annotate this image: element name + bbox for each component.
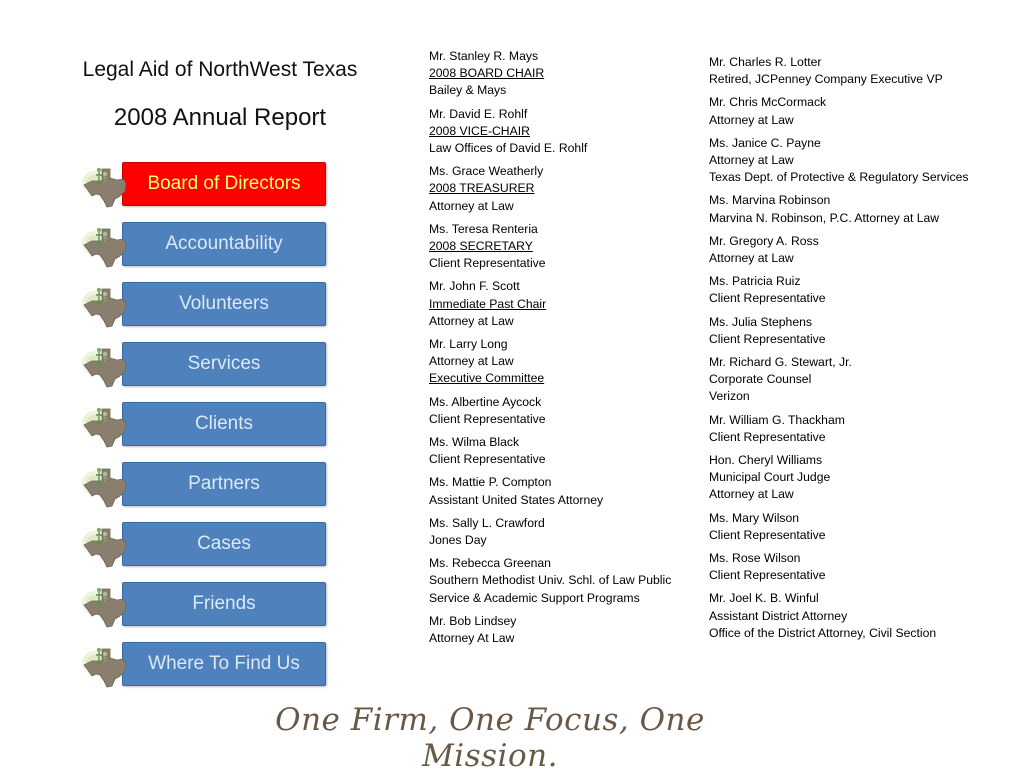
member-name: Ms. Mary Wilson [709,510,800,525]
member-detail: Service & Academic Support Programs [429,590,640,605]
member-name: Ms. Julia Stephens [709,314,812,329]
member-detail: Marvina N. Robinson, P.C. Attorney at Law [709,210,940,225]
board-member-entry [709,412,1009,446]
member-detail: Texas Dept. of Protective & Regulatory Services [709,170,969,185]
member-name: Mr. Chris McCormack [709,95,827,110]
nav-item-partners[interactable] [80,462,330,508]
board-member-entry [709,452,1009,504]
nav-button-label: Services [187,353,261,374]
member-name: Ms. Rose Wilson [709,551,801,566]
board-member-entry [429,394,699,428]
member-detail: Client Representative [709,331,826,346]
member-name: Mr. Richard G. Stewart, Jr. [709,355,852,370]
member-name: Ms. Mattie P. Compton [429,475,552,490]
member-detail: Client Representative [429,452,546,467]
nav-button[interactable] [122,222,326,266]
nav-item-board-of-directors[interactable] [80,162,330,208]
report-title: 2008 Annual Report [113,104,327,131]
board-member-entry [429,555,699,607]
texas-map-logo-icon [80,401,128,449]
nav-item-accountability[interactable] [80,222,330,268]
board-member-entry [709,54,1009,88]
member-detail: Verizon [709,389,750,404]
board-member-entry [709,510,1009,544]
texas-map-logo-icon [80,641,128,689]
texas-map-logo-icon [80,221,128,269]
member-name: Ms. Sally L. Crawford [429,515,545,530]
member-detail: Corporate Counsel [709,372,812,387]
nav-button-label: Partners [188,473,260,494]
board-member-entry [429,106,699,158]
member-name: Mr. Bob Lindsey [429,613,517,628]
nav-item-cases[interactable] [80,522,330,568]
organization-title: Legal Aid of NorthWest Texas [82,58,358,81]
nav-button-label: Accountability [165,233,283,254]
nav-item-services[interactable] [80,342,330,388]
texas-map-logo-icon [80,341,128,389]
member-name: Mr. Gregory A. Ross [709,233,819,248]
texas-map-logo-icon [80,521,128,569]
member-detail: Municipal Court Judge [709,470,831,485]
nav-button-label: Clients [194,413,254,434]
board-member-entry [429,221,699,273]
nav-button-label: Volunteers [179,293,269,314]
member-detail: Client Representative [429,256,546,271]
member-detail: Retired, JCPenney Company Executive VP [709,72,943,87]
nav-item-friends[interactable] [80,582,330,628]
member-detail: Attorney at Law [709,487,794,502]
member-detail: Assistant District Attorney [709,608,848,623]
nav-item-volunteers[interactable] [80,282,330,328]
member-name: Ms. Teresa Renteria [429,221,538,236]
member-detail: Law Offices of David E. Rohlf [429,141,588,156]
member-name: Mr. Joel K. B. Winful [709,591,819,606]
board-member-entry [709,354,1009,406]
nav-button-label: Board of Directors [147,173,301,194]
member-name: Ms. Grace Weatherly [429,164,544,179]
member-detail: Client Representative [709,568,826,583]
board-member-entry [709,192,1009,226]
board-member-entry [429,163,699,215]
texas-map-logo-icon [80,581,128,629]
member-detail: Attorney at Law [429,354,514,369]
member-name: Mr. Stanley R. Mays [429,49,539,63]
member-detail: Southern Methodist Univ. Schl. of Law Public [429,573,672,588]
member-detail: Attorney at Law [429,198,514,213]
nav-button[interactable] [122,582,326,626]
member-detail: Attorney at Law [709,112,794,127]
board-list-left [429,48,699,653]
board-member-entry [709,94,1009,128]
member-detail: Attorney At Law [429,631,515,646]
member-detail: Client Representative [709,429,826,444]
member-name: Mr. William G. Thackham [709,412,845,427]
board-member-entry [709,273,1009,307]
nav-button[interactable] [122,522,326,566]
member-detail: Assistant United States Attorney [429,492,604,507]
board-member-entry [429,515,699,549]
nav-button-label: Where To Find Us [148,653,300,674]
member-detail: Office of the District Attorney, Civil Section [709,625,937,640]
board-member-entry [709,135,1009,187]
member-detail: 2008 SECRETARY [429,239,533,254]
member-detail: Attorney at Law [709,153,794,168]
member-name: Mr. David E. Rohlf [429,106,528,121]
board-member-entry [709,233,1009,267]
member-detail: 2008 BOARD CHAIR [429,66,545,81]
board-member-entry [429,474,699,508]
member-detail: Client Representative [709,527,826,542]
member-name: Ms. Marvina Robinson [709,193,831,208]
nav-button[interactable] [122,462,326,506]
board-member-entry [709,590,1009,642]
member-detail: Immediate Past Chair [429,296,547,311]
board-member-entry [429,336,699,388]
member-name: Mr. Larry Long [429,337,508,352]
board-member-entry [429,434,699,468]
nav-button[interactable] [122,162,326,206]
texas-map-logo-icon [80,281,128,329]
board-member-entry [429,48,699,100]
member-detail: Attorney at Law [709,251,794,266]
nav-button-label: Cases [197,533,251,554]
nav-button[interactable] [122,642,326,686]
member-name: Ms. Albertine Aycock [429,394,542,409]
member-detail: Client Representative [429,411,546,426]
board-member-entry [709,314,1009,348]
member-name: Mr. John F. Scott [429,279,520,294]
member-name: Ms. Wilma Black [429,435,520,450]
member-detail: 2008 VICE-CHAIR [429,123,530,138]
nav-button-label: Friends [192,593,256,614]
board-member-entry [429,613,699,647]
member-name: Mr. Charles R. Lotter [709,55,822,69]
nav-button[interactable] [122,282,326,326]
texas-map-logo-icon [80,161,128,209]
member-detail: Client Representative [709,291,826,306]
member-detail: Attorney at Law [429,313,514,328]
member-detail: Executive Committee [429,371,545,386]
member-name: Hon. Cheryl Williams [709,453,823,468]
member-name: Ms. Janice C. Payne [709,135,821,150]
tagline: One Firm, One Focus, One Mission. [275,702,705,774]
nav-button[interactable] [122,402,326,446]
nav-item-where-to-find-us[interactable] [80,642,330,688]
member-name: Ms. Patricia Ruiz [709,274,801,289]
member-detail: Bailey & Mays [429,83,507,98]
nav-button[interactable] [122,342,326,386]
member-name: Ms. Rebecca Greenan [429,556,551,571]
board-member-entry [429,278,699,330]
board-list-right [709,54,1009,648]
board-member-entry [709,550,1009,584]
member-detail: 2008 TREASURER [429,181,535,196]
texas-map-logo-icon [80,461,128,509]
member-detail: Jones Day [429,533,487,548]
nav-item-clients[interactable] [80,402,330,448]
